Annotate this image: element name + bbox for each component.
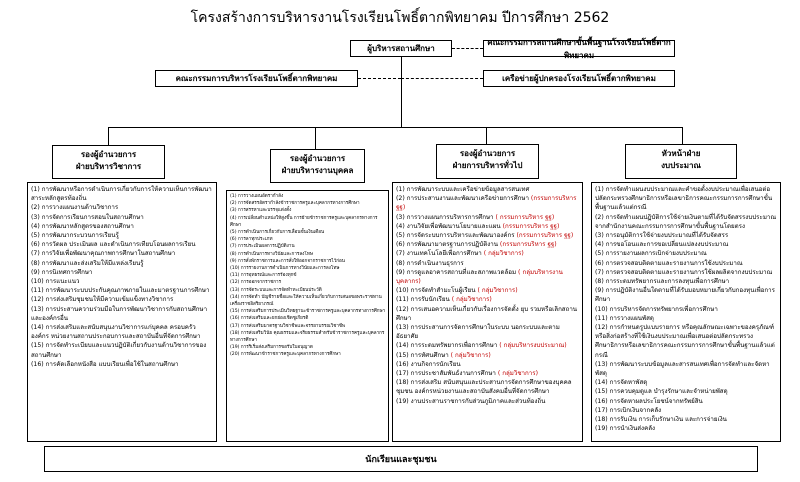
personnel-duty-item: (9) การสั่งพักราชการและการสั่งให้ออกจากราชการไว้ก่อน [230,258,345,264]
budget-duty-list [591,182,781,442]
general-duty-item [396,295,580,304]
general-duty-text: (2) การประสานงานและพัฒนาเครือข่ายการศึกษา [396,195,529,203]
personnel-duty-item: (19) การริเริ่มส่งเสริมการขอรับใบอนุญาต [230,345,313,351]
budget-duty-item: (11) การวางแผนพัสดุ [595,314,654,322]
general-duty-text: (19) งานประสานราชการกับส่วนภูมิภาคและส่วนท้องถิ่น [396,397,546,405]
personnel-duty-item: (20) การพัฒนาข้าราชการครูและบุคลากรทางการศึกษา [230,352,341,358]
academic-duty-item: (13) การประสานความร่วมมือในการพัฒนาวิชาการกับสถานศึกษาและองค์กรอื่น [31,305,208,322]
parents-network-connector [401,78,483,79]
departments-horizontal-connector [108,127,682,128]
director-basic-board-connector [452,48,483,49]
main-vertical-connector [401,57,402,127]
academic-duty-item: (5) การพัฒนากระบวนการเรียนรู้ [31,232,119,240]
general-dept-title-2: ฝ่ายการบริหารทั่วไป [452,161,523,170]
personnel-duty-item: (15) การส่งเสริมการประเมินวิทยฐานะข้าราชการครูและบุคลากรทางการศึกษา [230,309,386,315]
school-board-label: คณะกรรมการบริหารโรงเรียนโพธิ์ตากพิทยาคม [175,74,338,83]
budget-duty-item: (4) การขอโอนและการขอเปลี่ยนแปลงงบประมาณ [595,241,729,249]
academic-duty-item: (12) การส่งเสริมชุมชนให้มีความเข้มแข็งทางวิชาการ [31,296,174,304]
general-duty-text: (7) งานเทคโนโลยีเพื่อการศึกษา [396,250,482,258]
academic-drop-connector [108,127,109,145]
budget-duty-item: (9) การปฏิบัติงานอื่นใดตามที่ได้รับมอบหมายเกี่ยวกับกองทุนเพื่อการศึกษา [595,287,775,304]
budget-duty-item: (12) การกำหนดรูปแบบรายการ หรือคุณลักษณะเฉพาะของครุภัณฑ์ หรือสิ่งก่อสร้างที่ใช้เงินงบประมาณเพื่อเสนอต่อปลัดกระทรวงศึกษาธิการหรือเลขาธิการคณะกรรมการการศึกษาขั้นพื้นฐานแล้วแต่กรณี [595,324,775,359]
personnel-dept-title-1: รองผู้อำนวยการ [289,154,346,163]
personnel-duty-item: (13) การจัดระบบและการจัดทำทะเบียนประวัติ [230,287,322,293]
personnel-duty-item: (1) การวางแผนอัตรากำลัง [230,194,284,199]
general-dept-title-1: รองผู้อำนวยการ [459,149,516,158]
general-duty-group-tag: (กรรมการบริหาร ฐฐ) [514,232,574,240]
general-duty-text: (16) งานกิจการนักเรียน [396,360,461,368]
general-duty-text: (3) การวางแผนการบริหารการศึกษา [396,213,494,221]
budget-duty-item: (13) การพัฒนาระบบข้อมูลและสารสนเทศเพื่อการจัดทำและจัดหาพัสดุ [595,360,770,378]
general-duty-text: (5) การจัดระบบการบริหารและพัฒนาองค์กร [396,232,515,240]
general-duty-item [396,231,580,240]
director-label: ผู้บริหารสถานศึกษา [367,44,435,53]
basic-board-label: คณะกรรมการสถานศึกษาขั้นพื้นฐานโรงเรียนโพธิ์ตากพิทยาคม [487,37,671,60]
general-duty-text: (10) การจัดทำสำมะโนผู้เรียน [396,287,476,295]
general-duty-group-tag: ( กลุ่มบริหารงานบุคลากร) [396,268,563,286]
general-duty-text: (4) งานวิจัยเพื่อพัฒนานโยบายและแผน [396,222,501,230]
general-duty-list [392,182,583,442]
personnel-duty-item: (4) การเปลี่ยนตำแหน่งให้สูงขึ้น การย้ายข้าราชการครูและบุคลากรทางการศึกษา [230,215,378,228]
general-duty-text: (11) การรับนักเรียน [396,296,450,304]
school-board-connector [358,78,401,79]
general-duty-text: (18) การส่งเสริม สนับสนุนและประสานการจัดการศึกษาของบุคคล ชุมชน องค์กรหน่วยงานและสถาบันสังคมอื่นที่จัดการศึกษา [396,379,572,396]
general-duty-text: (8) การดำเนินงานธุรการ [396,259,464,267]
general-duty-group-tag: ( กรรมการบริหาร ฐฐ) [493,213,555,221]
academic-duty-item: (15) การจัดทำระเบียบและแนวปฏิบัติเกี่ยวกับงานด้านวิชาการของสถานศึกษา [31,342,207,359]
academic-duty-list [27,182,217,442]
personnel-duty-item: (10) การรายงานการดำเนินการทางวินัยและการลงโทษ [230,266,340,272]
general-duty-item [396,222,580,231]
general-duty-text: (13) การประสานการจัดการศึกษาในระบบ นอกระบบและตามอัธยาศัย [396,324,560,341]
general-duty-item [396,185,580,194]
personnel-drop-connector [315,127,316,149]
director-box [350,40,452,57]
personnel-duty-item: (16) การส่งเสริมและยกย่องเชิดชูเกียรติ [230,316,309,322]
academic-duty-item: (14) การส่งเสริมและสนับสนุนงานวิชาการแก่บุคคล ครอบครัว องค์กร หน่วยงานสถานประกอบการและสถาบันอื่นที่จัดการศึกษา [31,324,201,341]
students-community-label: นักเรียนและชุมชน [365,455,437,465]
school-board-box [155,70,358,87]
general-duty-text: (17) การประชาสัมพันธ์งานการศึกษา [396,370,496,378]
general-duty-group-tag: ( กลุ่มวิชาการ) [448,351,491,359]
personnel-dept-header [270,149,365,183]
general-duty-item [396,360,580,369]
academic-duty-item: (11) การพัฒนาระบบประกันคุณภาพภายในและมาตรฐานการศึกษา [31,287,210,295]
budget-duty-item: (14) การจัดหาพัสดุ [595,379,648,387]
personnel-duty-item: (7) การประเมินผลการปฏิบัติงาน [230,244,295,250]
general-duty-item [396,240,580,249]
budget-duty-item: (6) การตรวจสอบติดตามและรายงานการใช้งบประมาณ [595,259,743,267]
parents-network-label: เครือข่ายผู้ปกครองโรงเรียนโพธิ์ตากพิทยาคม [502,74,656,83]
general-duty-item [396,249,580,258]
personnel-duty-item: (5) การดำเนินการเกี่ยวกับการเลื่อนขั้นเงินเดือน [230,230,325,236]
budget-dept-title-1: หัวหน้าฝ่าย [661,149,701,158]
general-duty-group-tag: (กรรมการบริหาร ฐฐ) [396,195,577,212]
personnel-duty-item: (14) การจัดทำ บัญชีรายชื่อและให้ความเห็นเกี่ยวกับการเสนอขอพระราชทานเครื่องราชอิสริยาภรณ์ [230,294,382,308]
academic-dept-header [52,145,165,179]
general-duty-group-tag: (กรรมการบริหาร ฐฐ) [500,222,560,230]
budget-duty-item: (1) การจัดทำแผนงบประมาณและคำขอตั้งงบประมาณเพื่อเสนอต่อปลัดกระทรวงศึกษาธิการหรือเลขาธิการคณะกรรมการการศึกษาขั้นพื้นฐานแล้วแต่กรณี [595,186,773,212]
general-duty-item [396,351,580,360]
budget-duty-item: (3) การอนุมัติการใช้จ่ายงบประมาณที่ได้รับจัดสรร [595,232,729,240]
budget-duty-item: (8) การระดมทรัพยากรและการลงทุนเพื่อการศึกษา [595,278,730,286]
academic-duty-item: (6) การวัดผล ประเมินผล และดำเนินการเทียบโอนผลการเรียน [31,241,196,249]
budget-duty-item: (10) การบริหารจัดการทรัพยากรเพื่อการศึกษา [595,305,718,313]
general-duty-item [396,286,580,295]
general-duty-text: (12) การเสนอความเห็นเกี่ยวกับเรื่องการจัดตั้ง ยุบ รวมหรือเลิกสถานศึกษา [396,305,578,322]
general-duty-item [396,194,580,212]
budget-duty-item: (18) การรับเงิน การเก็บรักษาเงิน และการจ่ายเงิน [595,416,727,424]
budget-drop-connector [682,127,683,144]
academic-duty-item: (3) การจัดการเรียนการสอนในสถานศึกษา [31,213,144,221]
general-duty-group-tag: ( กลุ่มวิชาการ) [449,296,492,304]
general-duty-text: (15) การทัศนศึกษา [396,351,449,359]
general-duty-group-tag: ( กลุ่มบริหารงบประมาณ) [497,342,567,350]
personnel-duty-item: (11) การอุทธรณ์และการร้องทุกข์ [230,273,297,279]
general-duty-group-tag: (กรรมการบริหาร ฐฐ) [497,241,557,249]
personnel-duty-item: (8) การดำเนินการทางวินัยและการลงโทษ [230,251,313,257]
general-duty-item [396,268,580,286]
general-duty-text: (1) การพัฒนาระบบและเครือข่ายข้อมูลสารสนเทศ [396,186,530,193]
budget-duty-item: (7) การตรวจสอบติดตามและรายงานการใช้ผลผลิตจากงบประมาณ [595,268,773,276]
personnel-duty-item: (2) การจัดสรรอัตรากำลังข้าราชการครูและบุคลากรทางการศึกษา [230,201,360,207]
general-duty-item [396,213,580,222]
general-duty-item [396,323,580,341]
academic-duty-item: (16) การคัดเลือกหนังสือ แบบเรียนเพื่อใช้ในสถานศึกษา [31,360,179,368]
personnel-duty-item: (6) การลาทุกประเภท [230,237,273,243]
general-duty-item [396,397,580,406]
parents-network-box [483,70,675,87]
general-duty-group-tag: ( กลุ่มวิชาการ) [495,370,538,378]
personnel-duty-item: (17) การส่งเสริมมาตรฐานวิชาชีพและจรรยาบรรณวิชาชีพ [230,323,346,329]
general-duty-group-tag: ( กลุ่มวิชาการ) [481,250,524,258]
personnel-duty-item: (12) การออกจากราชการ [230,280,282,286]
academic-duty-item: (7) การวิจัยเพื่อพัฒนาคุณภาพการศึกษาในสถานศึกษา [31,250,176,258]
general-duty-item [396,259,580,268]
budget-duty-item: (17) การเบิกเงินจากคลัง [595,406,662,414]
personnel-duty-list [226,190,389,442]
academic-duty-item: (8) การพัฒนาและส่งเสริมให้มีแหล่งเรียนรู้ [31,259,144,267]
personnel-duty-item: (3) การสรรหาและบรรจุแต่งตั้ง [230,208,292,214]
budget-duty-item: (5) การรายงานผลการเบิกจ่ายงบประมาณ [595,250,707,258]
general-dept-header [436,144,539,179]
budget-duty-item: (15) การควบคุมดูแล บำรุงรักษาและจำหน่ายพัสดุ [595,388,728,396]
personnel-dept-title-2: ฝ่ายบริหารงานบุคคล [281,166,354,175]
general-duty-item [396,378,580,396]
general-duty-text: (14) การระดมทรัพยากรเพื่อการศึกษา [396,342,498,350]
general-drop-connector [486,127,487,144]
students-community-box [44,446,758,472]
general-duty-group-tag: ( กลุ่มวิชาการ) [475,287,518,295]
budget-duty-item: (2) การจัดทำแผนปฏิบัติการใช้จ่ายเงินตามที่ได้รับจัดสรรงบประมาณจากสำนักงานคณะกรรมการการศึกษาขั้นพื้นฐานโดยตรง [595,213,777,230]
budget-duty-item: (16) การจัดหาผลประโยชน์จากทรัพย์สิน [595,397,703,405]
academic-duty-item: (9) การนิเทศการศึกษา [31,268,93,276]
academic-duty-item: (2) การวางแผนงานด้านวิชาการ [31,204,119,212]
academic-duty-item: (1) การพัฒนาหรือการดำเนินการเกี่ยวกับการให้ความเห็นการพัฒนาสาระหลักสูตรท้องถิ่น [31,186,212,203]
academic-dept-title-1: รองผู้อำนวยการ [80,150,137,159]
academic-dept-title-2: ฝ่ายบริหารวิชาการ [75,162,142,171]
budget-duty-item: (19) การนำเงินส่งคลัง [595,425,656,433]
academic-duty-item: (4) การพัฒนาหลักสูตรของสถานศึกษา [31,222,134,230]
basic-board-box [483,37,675,60]
general-duty-item [396,369,580,378]
general-duty-text: (6) การพัฒนามาตรฐานการปฏิบัติงาน [396,241,498,249]
personnel-duty-item: (18) การส่งเสริมวินัย คุณธรรมและจริยธรรมสำหรับข้าราชการครูและบุคลากรทางการศึกษา [230,330,385,344]
budget-dept-header [625,144,737,179]
general-duty-item [396,305,580,323]
page-title: โครงสร้างการบริหารงานโรงเรียนโพธิ์ตากพิทยาคม ปีการศึกษา 2562 [190,10,610,26]
academic-duty-item: (10) การแนะแนว [31,278,80,286]
general-duty-text: (9) การดูแลอาคารสถานที่และสภาพแวดล้อม [396,268,517,276]
general-duty-item [396,341,580,350]
budget-dept-title-2: งบประมาณ [661,161,701,170]
